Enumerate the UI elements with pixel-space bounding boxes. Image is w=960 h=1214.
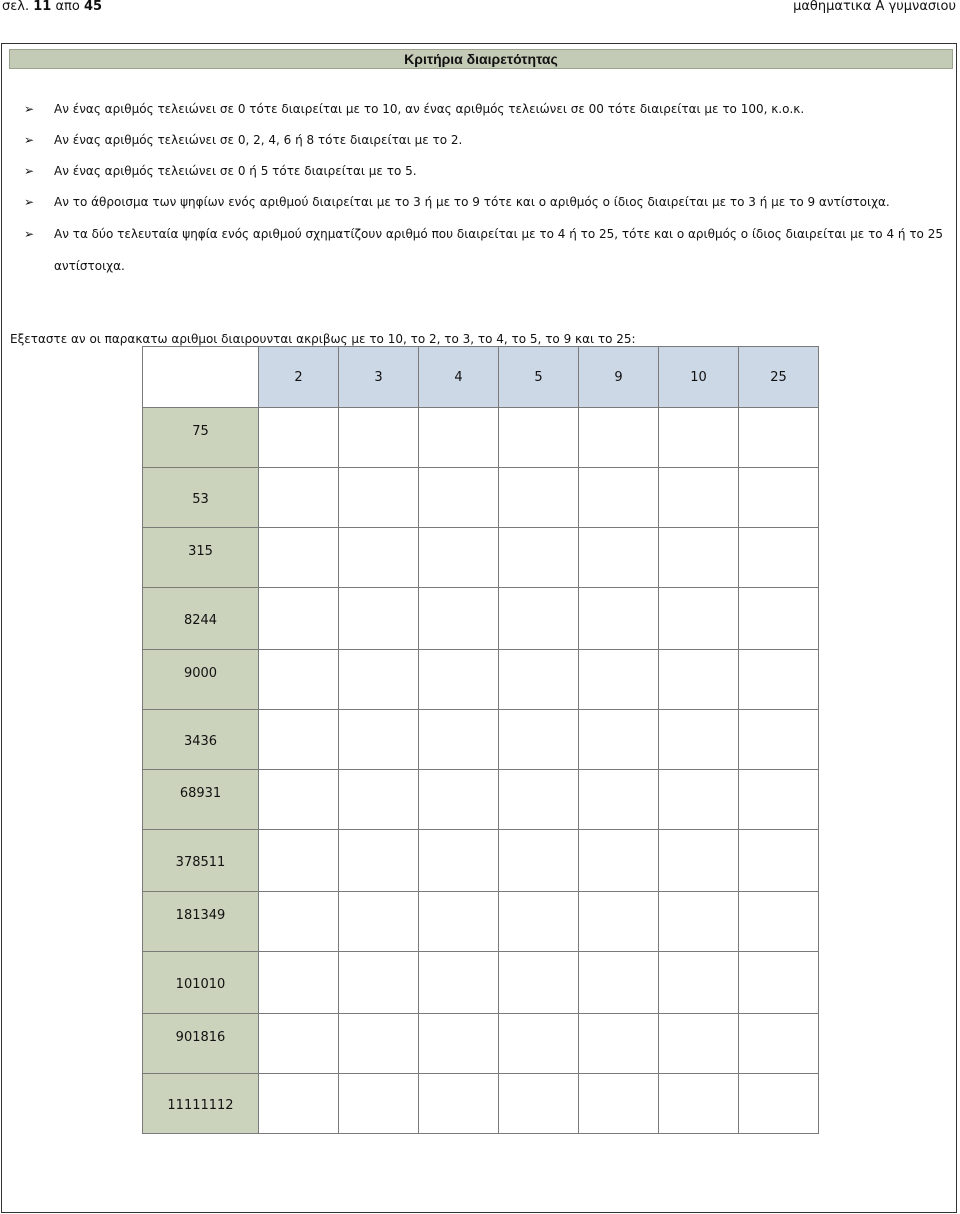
answer-cell[interactable] xyxy=(739,1014,819,1074)
answer-cell[interactable] xyxy=(659,588,739,650)
table-row xyxy=(143,650,819,710)
answer-cell[interactable] xyxy=(739,1074,819,1134)
criteria-item xyxy=(24,218,954,282)
table-row xyxy=(143,528,819,588)
answer-cell[interactable] xyxy=(339,770,419,830)
table-row xyxy=(143,952,819,1014)
divisor-header-25: 25 xyxy=(739,347,819,408)
number-value: 9000 xyxy=(183,666,218,681)
criteria-item xyxy=(24,94,954,125)
answer-cell[interactable] xyxy=(339,408,419,468)
answer-cell[interactable] xyxy=(739,468,819,528)
answer-cell[interactable] xyxy=(339,650,419,710)
criteria-list xyxy=(24,94,954,282)
answer-cell[interactable] xyxy=(339,952,419,1014)
answer-cell[interactable] xyxy=(339,528,419,588)
answer-cell[interactable] xyxy=(739,892,819,952)
answer-cell[interactable] xyxy=(579,710,659,770)
answer-cell[interactable] xyxy=(579,952,659,1014)
answer-cell[interactable] xyxy=(659,770,739,830)
page-number: 11 xyxy=(33,0,52,14)
number-label-53 xyxy=(143,468,259,528)
table-corner-cell xyxy=(143,347,259,408)
answer-cell[interactable] xyxy=(259,1014,339,1074)
criteria-text: Αν ένας αριθμός τελειώνει σε 0 ή 5 τότε διαιρείται με το 5. xyxy=(54,164,417,178)
answer-cell[interactable] xyxy=(499,528,579,588)
divisor-header-5: 5 xyxy=(499,347,579,408)
answer-cell[interactable] xyxy=(499,650,579,710)
subject-label: μαθηματικα Α γυμνασιου xyxy=(793,0,956,14)
answer-cell[interactable] xyxy=(339,830,419,892)
number-label-378511 xyxy=(143,830,259,892)
table-row xyxy=(143,1014,819,1074)
number-label-68931 xyxy=(143,770,259,830)
answer-cell[interactable] xyxy=(419,952,499,1014)
answer-cell[interactable] xyxy=(259,588,339,650)
divisor-header-10: 10 xyxy=(659,347,739,408)
number-value: 53 xyxy=(192,492,209,507)
answer-cell[interactable] xyxy=(419,892,499,952)
answer-cell[interactable] xyxy=(499,710,579,770)
number-value: 315 xyxy=(188,544,213,559)
answer-cell[interactable] xyxy=(579,830,659,892)
divisor-header-9: 9 xyxy=(579,347,659,408)
answer-cell[interactable] xyxy=(259,952,339,1014)
number-label-901816 xyxy=(143,1014,259,1074)
answer-cell[interactable] xyxy=(659,528,739,588)
answer-cell[interactable] xyxy=(659,1014,739,1074)
answer-cell[interactable] xyxy=(259,1074,339,1134)
answer-cell[interactable] xyxy=(499,408,579,468)
criteria-item xyxy=(24,125,954,156)
answer-cell[interactable] xyxy=(739,528,819,588)
answer-cell[interactable] xyxy=(579,1014,659,1074)
criteria-text: Αν ένας αριθμός τελειώνει σε 0, 2, 4, 6 ή 8 τότε διαιρείται με το 2. xyxy=(54,133,463,147)
answer-cell[interactable] xyxy=(659,468,739,528)
answer-cell[interactable] xyxy=(659,1074,739,1134)
answer-cell[interactable] xyxy=(739,770,819,830)
answer-cell[interactable] xyxy=(499,468,579,528)
answer-cell[interactable] xyxy=(659,710,739,770)
table-row xyxy=(143,892,819,952)
answer-cell[interactable] xyxy=(419,650,499,710)
answer-cell[interactable] xyxy=(579,468,659,528)
answer-cell[interactable] xyxy=(499,830,579,892)
answer-cell[interactable] xyxy=(739,650,819,710)
number-value: 68931 xyxy=(179,786,222,801)
criteria-text: Αν τα δύο τελευταία ψηφία ενός αριθμού σχηματίζουν αριθμό που διαιρείται με το 4 ή το 25, τότε και ο αριθμός ο ίδιος διαιρείται με το 4 ή το 25 αντίστοιχα. xyxy=(54,227,943,273)
answer-cell[interactable] xyxy=(739,588,819,650)
exercise-instruction: Εξεταστε αν οι παρακατω αριθμοι διαιρουνται ακριβως με το 10, το 2, το 3, το 4, το 5, το 9 και το 25: xyxy=(10,332,636,346)
number-label-3436 xyxy=(143,710,259,770)
answer-cell[interactable] xyxy=(659,650,739,710)
number-value: 378511 xyxy=(175,855,226,870)
answer-cell[interactable] xyxy=(739,830,819,892)
answer-cell[interactable] xyxy=(339,468,419,528)
number-label-8244 xyxy=(143,588,259,650)
page-header xyxy=(0,0,960,18)
answer-cell[interactable] xyxy=(499,588,579,650)
number-label-181349 xyxy=(143,892,259,952)
answer-cell[interactable] xyxy=(659,830,739,892)
page-prefix: σελ. xyxy=(2,0,34,14)
answer-cell[interactable] xyxy=(419,1014,499,1074)
answer-cell[interactable] xyxy=(339,710,419,770)
page-separator: απο xyxy=(51,0,84,14)
answer-cell[interactable] xyxy=(419,588,499,650)
table-row xyxy=(143,770,819,830)
answer-cell[interactable] xyxy=(579,892,659,952)
number-value: 75 xyxy=(192,424,209,439)
answer-cell[interactable] xyxy=(419,770,499,830)
arrow-bullet-icon: ➢ xyxy=(24,164,35,178)
table-row xyxy=(143,1074,819,1134)
answer-cell[interactable] xyxy=(579,1074,659,1134)
divisor-header-4: 4 xyxy=(419,347,499,408)
answer-cell[interactable] xyxy=(499,770,579,830)
table-header-row xyxy=(143,347,819,408)
answer-cell[interactable] xyxy=(339,1014,419,1074)
answer-cell[interactable] xyxy=(339,1074,419,1134)
answer-cell[interactable] xyxy=(739,952,819,1014)
answer-cell[interactable] xyxy=(499,892,579,952)
answer-cell[interactable] xyxy=(419,468,499,528)
answer-cell[interactable] xyxy=(419,408,499,468)
number-label-75 xyxy=(143,408,259,468)
arrow-bullet-icon: ➢ xyxy=(24,227,35,241)
table-row xyxy=(143,830,819,892)
answer-cell[interactable] xyxy=(259,830,339,892)
table-row xyxy=(143,588,819,650)
arrow-bullet-icon: ➢ xyxy=(24,133,35,147)
answer-cell[interactable] xyxy=(259,650,339,710)
answer-cell[interactable] xyxy=(259,710,339,770)
answer-cell[interactable] xyxy=(419,830,499,892)
number-value: 11111112 xyxy=(167,1098,234,1113)
answer-cell[interactable] xyxy=(419,710,499,770)
number-label-315 xyxy=(143,528,259,588)
answer-cell[interactable] xyxy=(659,892,739,952)
answer-cell[interactable] xyxy=(419,528,499,588)
number-value: 3436 xyxy=(183,734,218,749)
answer-cell[interactable] xyxy=(579,770,659,830)
table-row xyxy=(143,468,819,528)
answer-cell[interactable] xyxy=(579,588,659,650)
divisibility-table xyxy=(142,346,819,1134)
arrow-bullet-icon: ➢ xyxy=(24,102,35,116)
divisor-header-3: 3 xyxy=(339,347,419,408)
answer-cell[interactable] xyxy=(579,650,659,710)
divisor-header-2: 2 xyxy=(259,347,339,408)
table-row xyxy=(143,710,819,770)
answer-cell[interactable] xyxy=(659,408,739,468)
answer-cell[interactable] xyxy=(419,1074,499,1134)
answer-cell[interactable] xyxy=(739,710,819,770)
answer-cell[interactable] xyxy=(339,588,419,650)
number-value: 101010 xyxy=(175,977,226,992)
answer-cell[interactable] xyxy=(739,408,819,468)
criteria-text: Αν το άθροισμα των ψηφίων ενός αριθμού διαιρείται με το 3 ή με το 9 τότε και ο αριθμός ο ίδιος διαιρείται με το 3 ή με το 9 αντίστοιχα. xyxy=(54,195,890,209)
criteria-text: Αν ένας αριθμός τελειώνει σε 0 τότε διαιρείται με το 10, αν ένας αριθμός τελειώνει σε 00 τότε διαιρείται με το 100, κ.ο.κ. xyxy=(54,102,805,116)
answer-cell[interactable] xyxy=(259,770,339,830)
page-total: 45 xyxy=(83,0,103,14)
section-title: Κριτήρια διαιρετότητας xyxy=(9,49,953,69)
number-label-11111112 xyxy=(143,1074,259,1134)
answer-cell[interactable] xyxy=(499,1074,579,1134)
answer-cell[interactable] xyxy=(659,952,739,1014)
criteria-item xyxy=(24,187,954,218)
arrow-bullet-icon: ➢ xyxy=(24,195,35,209)
answer-cell[interactable] xyxy=(579,528,659,588)
number-label-101010 xyxy=(143,952,259,1014)
answer-cell[interactable] xyxy=(259,892,339,952)
number-label-9000 xyxy=(143,650,259,710)
number-value: 8244 xyxy=(183,613,218,628)
answer-cell[interactable] xyxy=(499,952,579,1014)
answer-cell[interactable] xyxy=(499,1014,579,1074)
page-counter xyxy=(2,0,102,14)
answer-cell[interactable] xyxy=(259,408,339,468)
table-row xyxy=(143,408,819,468)
answer-cell[interactable] xyxy=(579,408,659,468)
answer-cell[interactable] xyxy=(339,892,419,952)
criteria-item xyxy=(24,156,954,187)
answer-cell[interactable] xyxy=(259,528,339,588)
number-value: 181349 xyxy=(175,908,226,923)
answer-cell[interactable] xyxy=(259,468,339,528)
number-value: 901816 xyxy=(175,1030,226,1045)
